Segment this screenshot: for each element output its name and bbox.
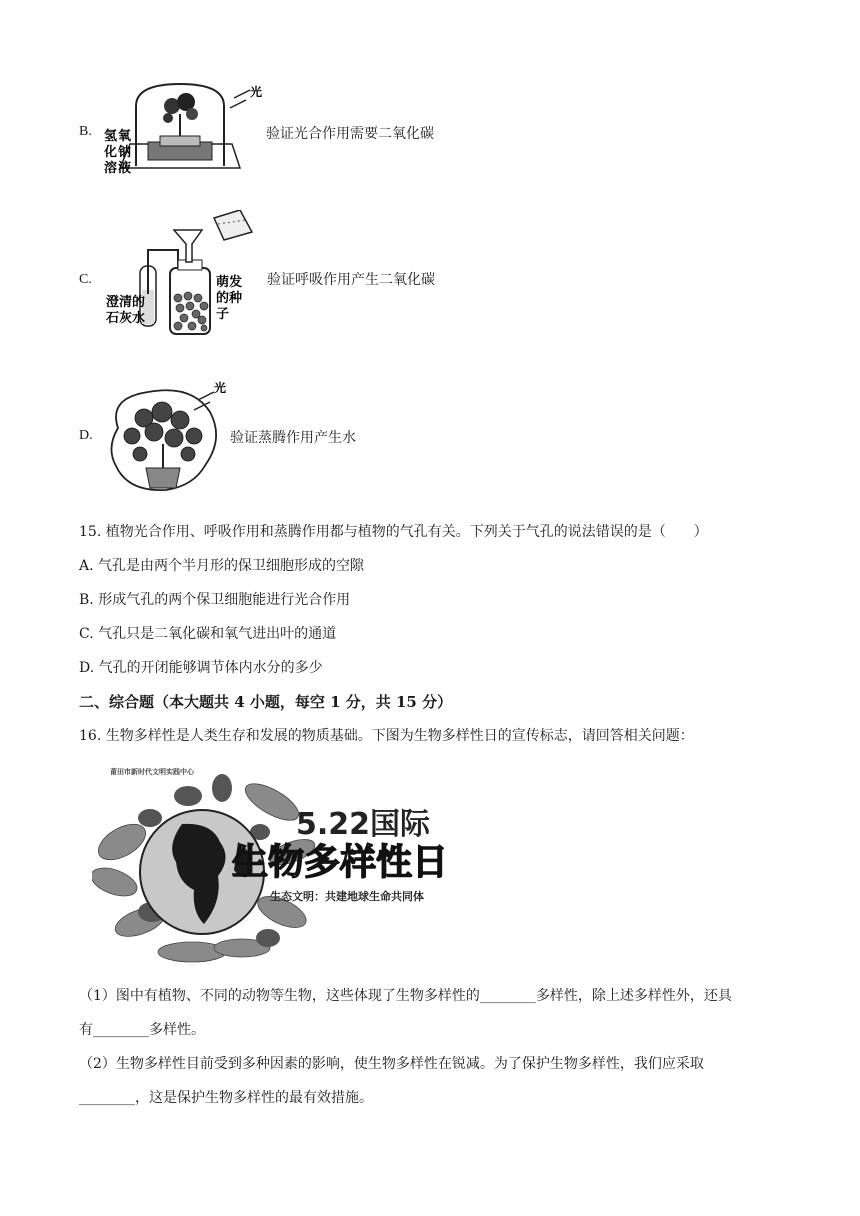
seed-flask-figure [106,210,266,342]
bell-jar-figure [100,78,270,188]
option-b-text: 验证光合作用需要二氧化碳 [266,126,434,142]
svg-text:萌发: 萌发 [216,275,243,290]
svg-text:光: 光 [214,381,227,395]
svg-text:氧: 氧 [118,129,132,144]
poster-org: 莆田市新时代文明实践中心 [110,768,194,776]
q16-sub1-line1: （1）图中有植物、不同的动物等生物，这些体现了生物多样性的________多样性，除上述多样性外，还具 [79,988,732,1004]
q15-option-b: B. 形成气孔的两个保卫细胞能进行光合作用 [79,592,351,608]
q16-stem: 16. 生物多样性是人类生存和发展的物质基础。下图为生物多样性日的宣传标志，请回答相关问题： [79,728,694,744]
option-c-letter: C. [79,272,92,287]
svg-text:钠: 钠 [118,145,132,160]
svg-text:子: 子 [216,307,230,322]
biodiversity-poster [92,762,452,966]
option-d-text: 验证蒸腾作用产生水 [230,430,356,446]
svg-text:氢: 氢 [104,129,118,144]
svg-text:石灰水: 石灰水 [106,311,146,326]
q15-stem: 15. 植物光合作用、呼吸作用和蒸腾作用都与植物的气孔有关。下列关于气孔的说法错误的是（ ） [79,524,708,540]
light-label: 光 [250,85,263,99]
svg-text:溶: 溶 [104,161,118,176]
svg-text:的种: 的种 [216,291,243,306]
plant-bag-figure [98,378,234,504]
svg-text:澄清的: 澄清的 [106,295,146,310]
q16-sub2-line2: ________，这是保护生物多样性的最有效措施。 [79,1090,373,1106]
poster-slogan: 生态文明：共建地球生命共同体 [270,890,424,903]
q15-option-a: A. 气孔是由两个半月形的保卫细胞形成的空隙 [79,558,365,574]
q16-sub1-line2: 有________多样性。 [79,1022,205,1038]
option-d-letter: D. [79,428,93,443]
q15-option-c: C. 气孔只是二氧化碳和氧气进出叶的通道 [79,626,337,642]
svg-text:化: 化 [104,145,118,160]
section-heading: 二、综合题（本大题共 4 小题，每空 1 分，共 15 分） [79,693,453,711]
poster-title-2: 生物多样性日 [232,842,449,883]
option-b-letter: B. [79,124,92,139]
svg-text:液: 液 [118,161,132,176]
poster-title-1: 5.22国际 [296,807,431,842]
q16-sub2-line1: （2）生物多样性目前受到多种因素的影响，使生物多样性在锐减。为了保护生物多样性，我们应采取 [79,1056,704,1072]
option-c-text: 验证呼吸作用产生二氧化碳 [267,272,435,288]
q15-option-d: D. 气孔的开闭能够调节体内水分的多少 [79,660,323,676]
